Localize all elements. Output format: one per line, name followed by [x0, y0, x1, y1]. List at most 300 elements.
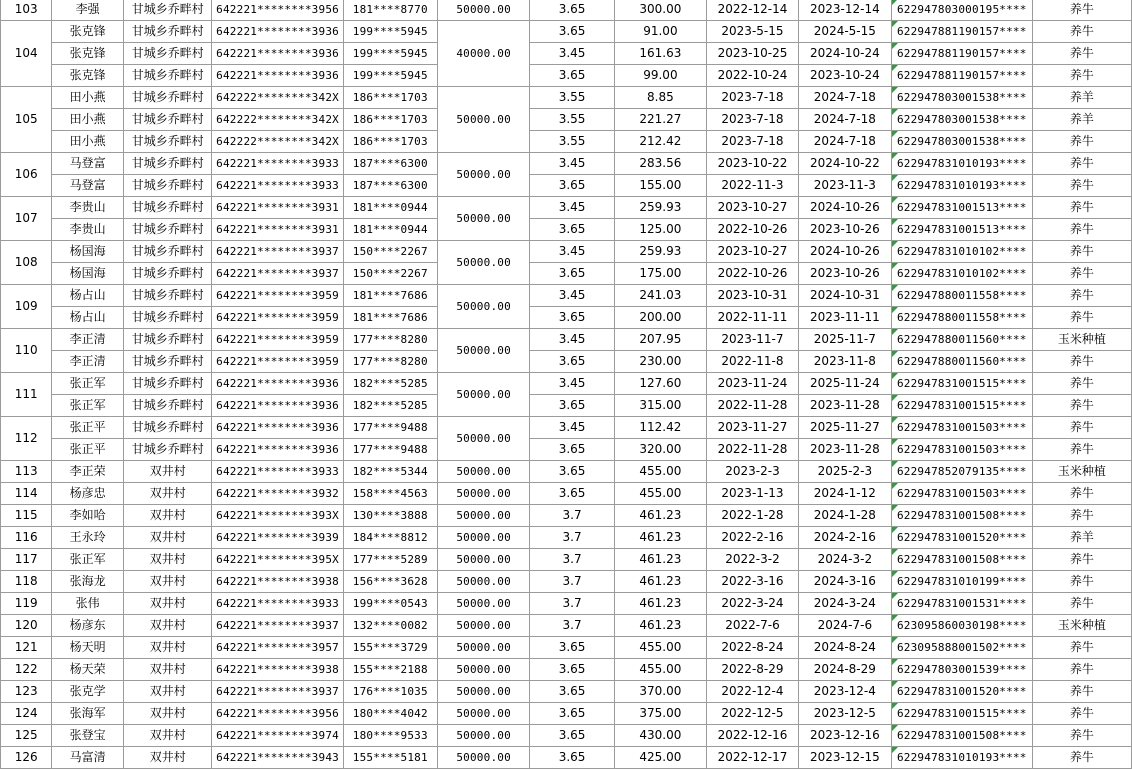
- id-number-cell[interactable]: 642221********3937: [212, 263, 343, 285]
- start-date-cell[interactable]: 2023-11-7: [707, 329, 799, 351]
- row-number-cell[interactable]: 122: [1, 659, 52, 681]
- phone-cell[interactable]: 181****7686: [343, 285, 437, 307]
- name-cell[interactable]: 张海龙: [52, 571, 124, 593]
- account-cell[interactable]: 622947881190157****: [891, 21, 1032, 43]
- rate-cell[interactable]: 3.45: [530, 329, 614, 351]
- purpose-cell[interactable]: 养牛: [1032, 395, 1131, 417]
- loan-amount-cell[interactable]: 50000.00: [437, 241, 529, 285]
- interest-cell[interactable]: 370.00: [614, 681, 706, 703]
- interest-cell[interactable]: 8.85: [614, 87, 706, 109]
- name-cell[interactable]: 杨天荣: [52, 659, 124, 681]
- name-cell[interactable]: 马富清: [52, 747, 124, 769]
- village-cell[interactable]: 双井村: [123, 681, 211, 703]
- loan-amount-cell[interactable]: 50000.00: [437, 571, 529, 593]
- end-date-cell[interactable]: 2023-12-14: [798, 0, 891, 21]
- phone-cell[interactable]: 132****0082: [343, 615, 437, 637]
- phone-cell[interactable]: 187****6300: [343, 175, 437, 197]
- end-date-cell[interactable]: 2023-11-8: [798, 351, 891, 373]
- rate-cell[interactable]: 3.65: [530, 461, 614, 483]
- purpose-cell[interactable]: 养牛: [1032, 241, 1131, 263]
- interest-cell[interactable]: 259.93: [614, 241, 706, 263]
- rate-cell[interactable]: 3.7: [530, 527, 614, 549]
- account-cell[interactable]: 622947831001531****: [891, 593, 1032, 615]
- end-date-cell[interactable]: 2023-10-26: [798, 219, 891, 241]
- name-cell[interactable]: 李正清: [52, 351, 124, 373]
- name-cell[interactable]: 张伟: [52, 593, 124, 615]
- village-cell[interactable]: 双井村: [123, 505, 211, 527]
- interest-cell[interactable]: 283.56: [614, 153, 706, 175]
- phone-cell[interactable]: 187****6300: [343, 153, 437, 175]
- name-cell[interactable]: 李贵山: [52, 197, 124, 219]
- row-number-cell[interactable]: 111: [1, 373, 52, 417]
- interest-cell[interactable]: 455.00: [614, 637, 706, 659]
- phone-cell[interactable]: 181****0944: [343, 219, 437, 241]
- name-cell[interactable]: 马登富: [52, 153, 124, 175]
- id-number-cell[interactable]: 642221********3959: [212, 307, 343, 329]
- account-cell[interactable]: 622947880011560****: [891, 351, 1032, 373]
- id-number-cell[interactable]: 642221********3936: [212, 21, 343, 43]
- row-number-cell[interactable]: 113: [1, 461, 52, 483]
- name-cell[interactable]: 田小燕: [52, 87, 124, 109]
- name-cell[interactable]: 张正平: [52, 417, 124, 439]
- row-number-cell[interactable]: 124: [1, 703, 52, 725]
- end-date-cell[interactable]: 2024-10-24: [798, 43, 891, 65]
- phone-cell[interactable]: 156****3628: [343, 571, 437, 593]
- rate-cell[interactable]: 3.65: [530, 65, 614, 87]
- name-cell[interactable]: 张克锋: [52, 43, 124, 65]
- id-number-cell[interactable]: 642221********3959: [212, 329, 343, 351]
- interest-cell[interactable]: 241.03: [614, 285, 706, 307]
- interest-cell[interactable]: 212.42: [614, 131, 706, 153]
- interest-cell[interactable]: 425.00: [614, 747, 706, 769]
- rate-cell[interactable]: 3.65: [530, 21, 614, 43]
- purpose-cell[interactable]: 养牛: [1032, 637, 1131, 659]
- village-cell[interactable]: 甘城乡乔畔村: [123, 43, 211, 65]
- account-cell[interactable]: 622947831001508****: [891, 505, 1032, 527]
- name-cell[interactable]: 张海军: [52, 703, 124, 725]
- interest-cell[interactable]: 455.00: [614, 461, 706, 483]
- id-number-cell[interactable]: 642221********393X: [212, 505, 343, 527]
- name-cell[interactable]: 李正清: [52, 329, 124, 351]
- end-date-cell[interactable]: 2024-3-2: [798, 549, 891, 571]
- purpose-cell[interactable]: 玉米种植: [1032, 615, 1131, 637]
- phone-cell[interactable]: 181****7686: [343, 307, 437, 329]
- purpose-cell[interactable]: 玉米种植: [1032, 329, 1131, 351]
- id-number-cell[interactable]: 642221********3936: [212, 395, 343, 417]
- end-date-cell[interactable]: 2024-10-31: [798, 285, 891, 307]
- account-cell[interactable]: 622947831010193****: [891, 175, 1032, 197]
- purpose-cell[interactable]: 养牛: [1032, 43, 1131, 65]
- loan-amount-cell[interactable]: 50000.00: [437, 461, 529, 483]
- start-date-cell[interactable]: 2022-12-5: [707, 703, 799, 725]
- name-cell[interactable]: 张克锋: [52, 21, 124, 43]
- end-date-cell[interactable]: 2023-11-28: [798, 395, 891, 417]
- purpose-cell[interactable]: 养牛: [1032, 417, 1131, 439]
- end-date-cell[interactable]: 2023-10-26: [798, 263, 891, 285]
- loan-amount-cell[interactable]: 50000.00: [437, 725, 529, 747]
- account-cell[interactable]: 622947881190157****: [891, 43, 1032, 65]
- start-date-cell[interactable]: 2023-7-18: [707, 109, 799, 131]
- purpose-cell[interactable]: 养牛: [1032, 725, 1131, 747]
- end-date-cell[interactable]: 2024-2-16: [798, 527, 891, 549]
- rate-cell[interactable]: 3.55: [530, 87, 614, 109]
- interest-cell[interactable]: 221.27: [614, 109, 706, 131]
- id-number-cell[interactable]: 642222********342X: [212, 131, 343, 153]
- start-date-cell[interactable]: 2022-12-14: [707, 0, 799, 21]
- start-date-cell[interactable]: 2023-10-27: [707, 197, 799, 219]
- phone-cell[interactable]: 182****5344: [343, 461, 437, 483]
- interest-cell[interactable]: 315.00: [614, 395, 706, 417]
- end-date-cell[interactable]: 2024-8-29: [798, 659, 891, 681]
- phone-cell[interactable]: 177****5289: [343, 549, 437, 571]
- rate-cell[interactable]: 3.7: [530, 615, 614, 637]
- village-cell[interactable]: 双井村: [123, 527, 211, 549]
- id-number-cell[interactable]: 642221********3939: [212, 527, 343, 549]
- account-cell[interactable]: 622947831010193****: [891, 153, 1032, 175]
- end-date-cell[interactable]: 2023-11-3: [798, 175, 891, 197]
- rate-cell[interactable]: 3.65: [530, 307, 614, 329]
- rate-cell[interactable]: 3.45: [530, 241, 614, 263]
- phone-cell[interactable]: 158****4563: [343, 483, 437, 505]
- phone-cell[interactable]: 150****2267: [343, 263, 437, 285]
- loan-amount-cell[interactable]: 50000.00: [437, 527, 529, 549]
- phone-cell[interactable]: 176****1035: [343, 681, 437, 703]
- start-date-cell[interactable]: 2023-10-22: [707, 153, 799, 175]
- start-date-cell[interactable]: 2023-7-18: [707, 131, 799, 153]
- id-number-cell[interactable]: 642221********3936: [212, 65, 343, 87]
- purpose-cell[interactable]: 玉米种植: [1032, 461, 1131, 483]
- start-date-cell[interactable]: 2022-11-3: [707, 175, 799, 197]
- rate-cell[interactable]: 3.65: [530, 351, 614, 373]
- phone-cell[interactable]: 182****5285: [343, 373, 437, 395]
- loan-amount-cell[interactable]: 50000.00: [437, 153, 529, 197]
- village-cell[interactable]: 双井村: [123, 593, 211, 615]
- purpose-cell[interactable]: 养牛: [1032, 131, 1131, 153]
- row-number-cell[interactable]: 114: [1, 483, 52, 505]
- rate-cell[interactable]: 3.45: [530, 153, 614, 175]
- village-cell[interactable]: 甘城乡乔畔村: [123, 439, 211, 461]
- name-cell[interactable]: 马登富: [52, 175, 124, 197]
- start-date-cell[interactable]: 2023-10-25: [707, 43, 799, 65]
- phone-cell[interactable]: 155****3729: [343, 637, 437, 659]
- purpose-cell[interactable]: 养牛: [1032, 197, 1131, 219]
- account-cell[interactable]: 622947803001538****: [891, 109, 1032, 131]
- phone-cell[interactable]: 181****8770: [343, 0, 437, 21]
- account-cell[interactable]: 622947831001503****: [891, 483, 1032, 505]
- purpose-cell[interactable]: 养牛: [1032, 483, 1131, 505]
- village-cell[interactable]: 甘城乡乔畔村: [123, 175, 211, 197]
- account-cell[interactable]: 622947831001503****: [891, 439, 1032, 461]
- loan-amount-cell[interactable]: 50000.00: [437, 0, 529, 21]
- id-number-cell[interactable]: 642222********342X: [212, 109, 343, 131]
- account-cell[interactable]: 622947881190157****: [891, 65, 1032, 87]
- phone-cell[interactable]: 186****1703: [343, 87, 437, 109]
- interest-cell[interactable]: 455.00: [614, 659, 706, 681]
- loan-amount-cell[interactable]: 50000.00: [437, 87, 529, 153]
- name-cell[interactable]: 张正平: [52, 439, 124, 461]
- interest-cell[interactable]: 91.00: [614, 21, 706, 43]
- phone-cell[interactable]: 177****9488: [343, 417, 437, 439]
- loan-amount-cell[interactable]: 50000.00: [437, 593, 529, 615]
- village-cell[interactable]: 甘城乡乔畔村: [123, 109, 211, 131]
- village-cell[interactable]: 甘城乡乔畔村: [123, 307, 211, 329]
- interest-cell[interactable]: 461.23: [614, 549, 706, 571]
- name-cell[interactable]: 张正军: [52, 395, 124, 417]
- id-number-cell[interactable]: 642221********3937: [212, 615, 343, 637]
- end-date-cell[interactable]: 2025-2-3: [798, 461, 891, 483]
- purpose-cell[interactable]: 养牛: [1032, 571, 1131, 593]
- village-cell[interactable]: 甘城乡乔畔村: [123, 131, 211, 153]
- start-date-cell[interactable]: 2022-10-24: [707, 65, 799, 87]
- start-date-cell[interactable]: 2022-11-11: [707, 307, 799, 329]
- name-cell[interactable]: 杨国海: [52, 241, 124, 263]
- name-cell[interactable]: 张正军: [52, 549, 124, 571]
- name-cell[interactable]: 李贵山: [52, 219, 124, 241]
- loan-amount-cell[interactable]: 50000.00: [437, 285, 529, 329]
- account-cell[interactable]: 623095888001502****: [891, 637, 1032, 659]
- phone-cell[interactable]: 199****5945: [343, 65, 437, 87]
- loan-amount-cell[interactable]: 50000.00: [437, 505, 529, 527]
- start-date-cell[interactable]: 2022-3-16: [707, 571, 799, 593]
- purpose-cell[interactable]: 养牛: [1032, 593, 1131, 615]
- purpose-cell[interactable]: 养牛: [1032, 747, 1131, 769]
- start-date-cell[interactable]: 2023-1-13: [707, 483, 799, 505]
- loan-amount-cell[interactable]: 50000.00: [437, 483, 529, 505]
- id-number-cell[interactable]: 642221********3936: [212, 439, 343, 461]
- village-cell[interactable]: 甘城乡乔畔村: [123, 351, 211, 373]
- start-date-cell[interactable]: 2023-10-31: [707, 285, 799, 307]
- purpose-cell[interactable]: 养牛: [1032, 373, 1131, 395]
- purpose-cell[interactable]: 养羊: [1032, 527, 1131, 549]
- name-cell[interactable]: 张克锋: [52, 65, 124, 87]
- row-number-cell[interactable]: 108: [1, 241, 52, 285]
- account-cell[interactable]: 622947803001539****: [891, 659, 1032, 681]
- interest-cell[interactable]: 230.00: [614, 351, 706, 373]
- purpose-cell[interactable]: 养牛: [1032, 65, 1131, 87]
- rate-cell[interactable]: 3.65: [530, 703, 614, 725]
- account-cell[interactable]: 622947831001515****: [891, 395, 1032, 417]
- village-cell[interactable]: 双井村: [123, 659, 211, 681]
- rate-cell[interactable]: 3.65: [530, 439, 614, 461]
- purpose-cell[interactable]: 养牛: [1032, 307, 1131, 329]
- account-cell[interactable]: 622947831001513****: [891, 219, 1032, 241]
- phone-cell[interactable]: 199****5945: [343, 21, 437, 43]
- id-number-cell[interactable]: 642221********3936: [212, 417, 343, 439]
- account-cell[interactable]: 622947831001515****: [891, 703, 1032, 725]
- rate-cell[interactable]: 3.7: [530, 505, 614, 527]
- account-cell[interactable]: 622947831001508****: [891, 549, 1032, 571]
- loan-amount-cell[interactable]: 50000.00: [437, 197, 529, 241]
- village-cell[interactable]: 甘城乡乔畔村: [123, 263, 211, 285]
- account-cell[interactable]: 622947803001538****: [891, 131, 1032, 153]
- id-number-cell[interactable]: 642221********3938: [212, 659, 343, 681]
- start-date-cell[interactable]: 2022-12-17: [707, 747, 799, 769]
- id-number-cell[interactable]: 642222********342X: [212, 87, 343, 109]
- end-date-cell[interactable]: 2024-3-24: [798, 593, 891, 615]
- phone-cell[interactable]: 199****0543: [343, 593, 437, 615]
- id-number-cell[interactable]: 642221********3933: [212, 593, 343, 615]
- name-cell[interactable]: 张正军: [52, 373, 124, 395]
- id-number-cell[interactable]: 642221********3959: [212, 351, 343, 373]
- end-date-cell[interactable]: 2023-12-15: [798, 747, 891, 769]
- loan-amount-cell[interactable]: 50000.00: [437, 703, 529, 725]
- account-cell[interactable]: 622947852079135****: [891, 461, 1032, 483]
- village-cell[interactable]: 甘城乡乔畔村: [123, 395, 211, 417]
- end-date-cell[interactable]: 2024-7-6: [798, 615, 891, 637]
- interest-cell[interactable]: 161.63: [614, 43, 706, 65]
- name-cell[interactable]: 王永玲: [52, 527, 124, 549]
- interest-cell[interactable]: 461.23: [614, 505, 706, 527]
- village-cell[interactable]: 双井村: [123, 637, 211, 659]
- name-cell[interactable]: 田小燕: [52, 109, 124, 131]
- village-cell[interactable]: 甘城乡乔畔村: [123, 417, 211, 439]
- end-date-cell[interactable]: 2023-11-11: [798, 307, 891, 329]
- purpose-cell[interactable]: 养牛: [1032, 439, 1131, 461]
- loan-amount-cell[interactable]: 50000.00: [437, 637, 529, 659]
- id-number-cell[interactable]: 642221********395X: [212, 549, 343, 571]
- name-cell[interactable]: 张克学: [52, 681, 124, 703]
- phone-cell[interactable]: 180****4042: [343, 703, 437, 725]
- id-number-cell[interactable]: 642221********3931: [212, 197, 343, 219]
- phone-cell[interactable]: 155****5181: [343, 747, 437, 769]
- end-date-cell[interactable]: 2024-7-18: [798, 87, 891, 109]
- row-number-cell[interactable]: 115: [1, 505, 52, 527]
- village-cell[interactable]: 双井村: [123, 483, 211, 505]
- rate-cell[interactable]: 3.65: [530, 681, 614, 703]
- purpose-cell[interactable]: 养羊: [1032, 109, 1131, 131]
- interest-cell[interactable]: 112.42: [614, 417, 706, 439]
- phone-cell[interactable]: 186****1703: [343, 109, 437, 131]
- id-number-cell[interactable]: 642221********3938: [212, 571, 343, 593]
- end-date-cell[interactable]: 2025-11-7: [798, 329, 891, 351]
- loan-amount-cell[interactable]: 50000.00: [437, 373, 529, 417]
- id-number-cell[interactable]: 642221********3931: [212, 219, 343, 241]
- purpose-cell[interactable]: 养牛: [1032, 263, 1131, 285]
- village-cell[interactable]: 双井村: [123, 615, 211, 637]
- row-number-cell[interactable]: 105: [1, 87, 52, 153]
- start-date-cell[interactable]: 2022-11-28: [707, 439, 799, 461]
- end-date-cell[interactable]: 2025-11-24: [798, 373, 891, 395]
- name-cell[interactable]: 杨占山: [52, 285, 124, 307]
- row-number-cell[interactable]: 119: [1, 593, 52, 615]
- rate-cell[interactable]: 3.55: [530, 131, 614, 153]
- name-cell[interactable]: 杨占山: [52, 307, 124, 329]
- interest-cell[interactable]: 207.95: [614, 329, 706, 351]
- start-date-cell[interactable]: 2022-11-28: [707, 395, 799, 417]
- rate-cell[interactable]: 3.65: [530, 395, 614, 417]
- end-date-cell[interactable]: 2024-10-22: [798, 153, 891, 175]
- village-cell[interactable]: 双井村: [123, 703, 211, 725]
- start-date-cell[interactable]: 2022-3-24: [707, 593, 799, 615]
- end-date-cell[interactable]: 2024-10-26: [798, 241, 891, 263]
- loan-amount-cell[interactable]: 40000.00: [437, 21, 529, 87]
- phone-cell[interactable]: 177****8280: [343, 329, 437, 351]
- phone-cell[interactable]: 199****5945: [343, 43, 437, 65]
- purpose-cell[interactable]: 养牛: [1032, 681, 1131, 703]
- row-number-cell[interactable]: 121: [1, 637, 52, 659]
- account-cell[interactable]: 622947831001508****: [891, 725, 1032, 747]
- interest-cell[interactable]: 430.00: [614, 725, 706, 747]
- row-number-cell[interactable]: 126: [1, 747, 52, 769]
- rate-cell[interactable]: 3.65: [530, 725, 614, 747]
- row-number-cell[interactable]: 112: [1, 417, 52, 461]
- account-cell[interactable]: 622947831001515****: [891, 373, 1032, 395]
- start-date-cell[interactable]: 2022-12-16: [707, 725, 799, 747]
- start-date-cell[interactable]: 2022-12-4: [707, 681, 799, 703]
- account-cell[interactable]: 622947880011558****: [891, 285, 1032, 307]
- rate-cell[interactable]: 3.65: [530, 747, 614, 769]
- start-date-cell[interactable]: 2023-7-18: [707, 87, 799, 109]
- rate-cell[interactable]: 3.65: [530, 483, 614, 505]
- name-cell[interactable]: 杨彦忠: [52, 483, 124, 505]
- purpose-cell[interactable]: 养牛: [1032, 285, 1131, 307]
- start-date-cell[interactable]: 2022-2-16: [707, 527, 799, 549]
- interest-cell[interactable]: 200.00: [614, 307, 706, 329]
- village-cell[interactable]: 甘城乡乔畔村: [123, 285, 211, 307]
- village-cell[interactable]: 甘城乡乔畔村: [123, 241, 211, 263]
- end-date-cell[interactable]: 2023-12-4: [798, 681, 891, 703]
- interest-cell[interactable]: 125.00: [614, 219, 706, 241]
- row-number-cell[interactable]: 116: [1, 527, 52, 549]
- row-number-cell[interactable]: 120: [1, 615, 52, 637]
- account-cell[interactable]: 622947831001503****: [891, 417, 1032, 439]
- start-date-cell[interactable]: 2023-10-27: [707, 241, 799, 263]
- village-cell[interactable]: 甘城乡乔畔村: [123, 21, 211, 43]
- end-date-cell[interactable]: 2024-10-26: [798, 197, 891, 219]
- phone-cell[interactable]: 177****8280: [343, 351, 437, 373]
- interest-cell[interactable]: 259.93: [614, 197, 706, 219]
- row-number-cell[interactable]: 118: [1, 571, 52, 593]
- purpose-cell[interactable]: 养牛: [1032, 21, 1131, 43]
- rate-cell[interactable]: 3.45: [530, 197, 614, 219]
- interest-cell[interactable]: 461.23: [614, 527, 706, 549]
- rate-cell[interactable]: 3.65: [530, 219, 614, 241]
- row-number-cell[interactable]: 125: [1, 725, 52, 747]
- account-cell[interactable]: 622947831010102****: [891, 241, 1032, 263]
- rate-cell[interactable]: 3.7: [530, 549, 614, 571]
- interest-cell[interactable]: 461.23: [614, 571, 706, 593]
- id-number-cell[interactable]: 642221********3956: [212, 0, 343, 21]
- name-cell[interactable]: 田小燕: [52, 131, 124, 153]
- account-cell[interactable]: 622947880011560****: [891, 329, 1032, 351]
- rate-cell[interactable]: 3.65: [530, 0, 614, 21]
- loan-amount-cell[interactable]: 50000.00: [437, 549, 529, 571]
- phone-cell[interactable]: 150****2267: [343, 241, 437, 263]
- rate-cell[interactable]: 3.7: [530, 571, 614, 593]
- purpose-cell[interactable]: 养牛: [1032, 505, 1131, 527]
- id-number-cell[interactable]: 642221********3937: [212, 681, 343, 703]
- purpose-cell[interactable]: 养牛: [1032, 351, 1131, 373]
- start-date-cell[interactable]: 2023-5-15: [707, 21, 799, 43]
- start-date-cell[interactable]: 2023-11-27: [707, 417, 799, 439]
- end-date-cell[interactable]: 2024-7-18: [798, 131, 891, 153]
- row-number-cell[interactable]: 106: [1, 153, 52, 197]
- end-date-cell[interactable]: 2024-1-12: [798, 483, 891, 505]
- interest-cell[interactable]: 99.00: [614, 65, 706, 87]
- village-cell[interactable]: 双井村: [123, 725, 211, 747]
- phone-cell[interactable]: 177****9488: [343, 439, 437, 461]
- id-number-cell[interactable]: 642221********3932: [212, 483, 343, 505]
- village-cell[interactable]: 甘城乡乔畔村: [123, 65, 211, 87]
- loan-amount-cell[interactable]: 50000.00: [437, 747, 529, 769]
- id-number-cell[interactable]: 642221********3937: [212, 241, 343, 263]
- name-cell[interactable]: 杨国海: [52, 263, 124, 285]
- rate-cell[interactable]: 3.65: [530, 659, 614, 681]
- interest-cell[interactable]: 127.60: [614, 373, 706, 395]
- row-number-cell[interactable]: 103: [1, 0, 52, 21]
- start-date-cell[interactable]: 2022-1-28: [707, 505, 799, 527]
- village-cell[interactable]: 甘城乡乔畔村: [123, 329, 211, 351]
